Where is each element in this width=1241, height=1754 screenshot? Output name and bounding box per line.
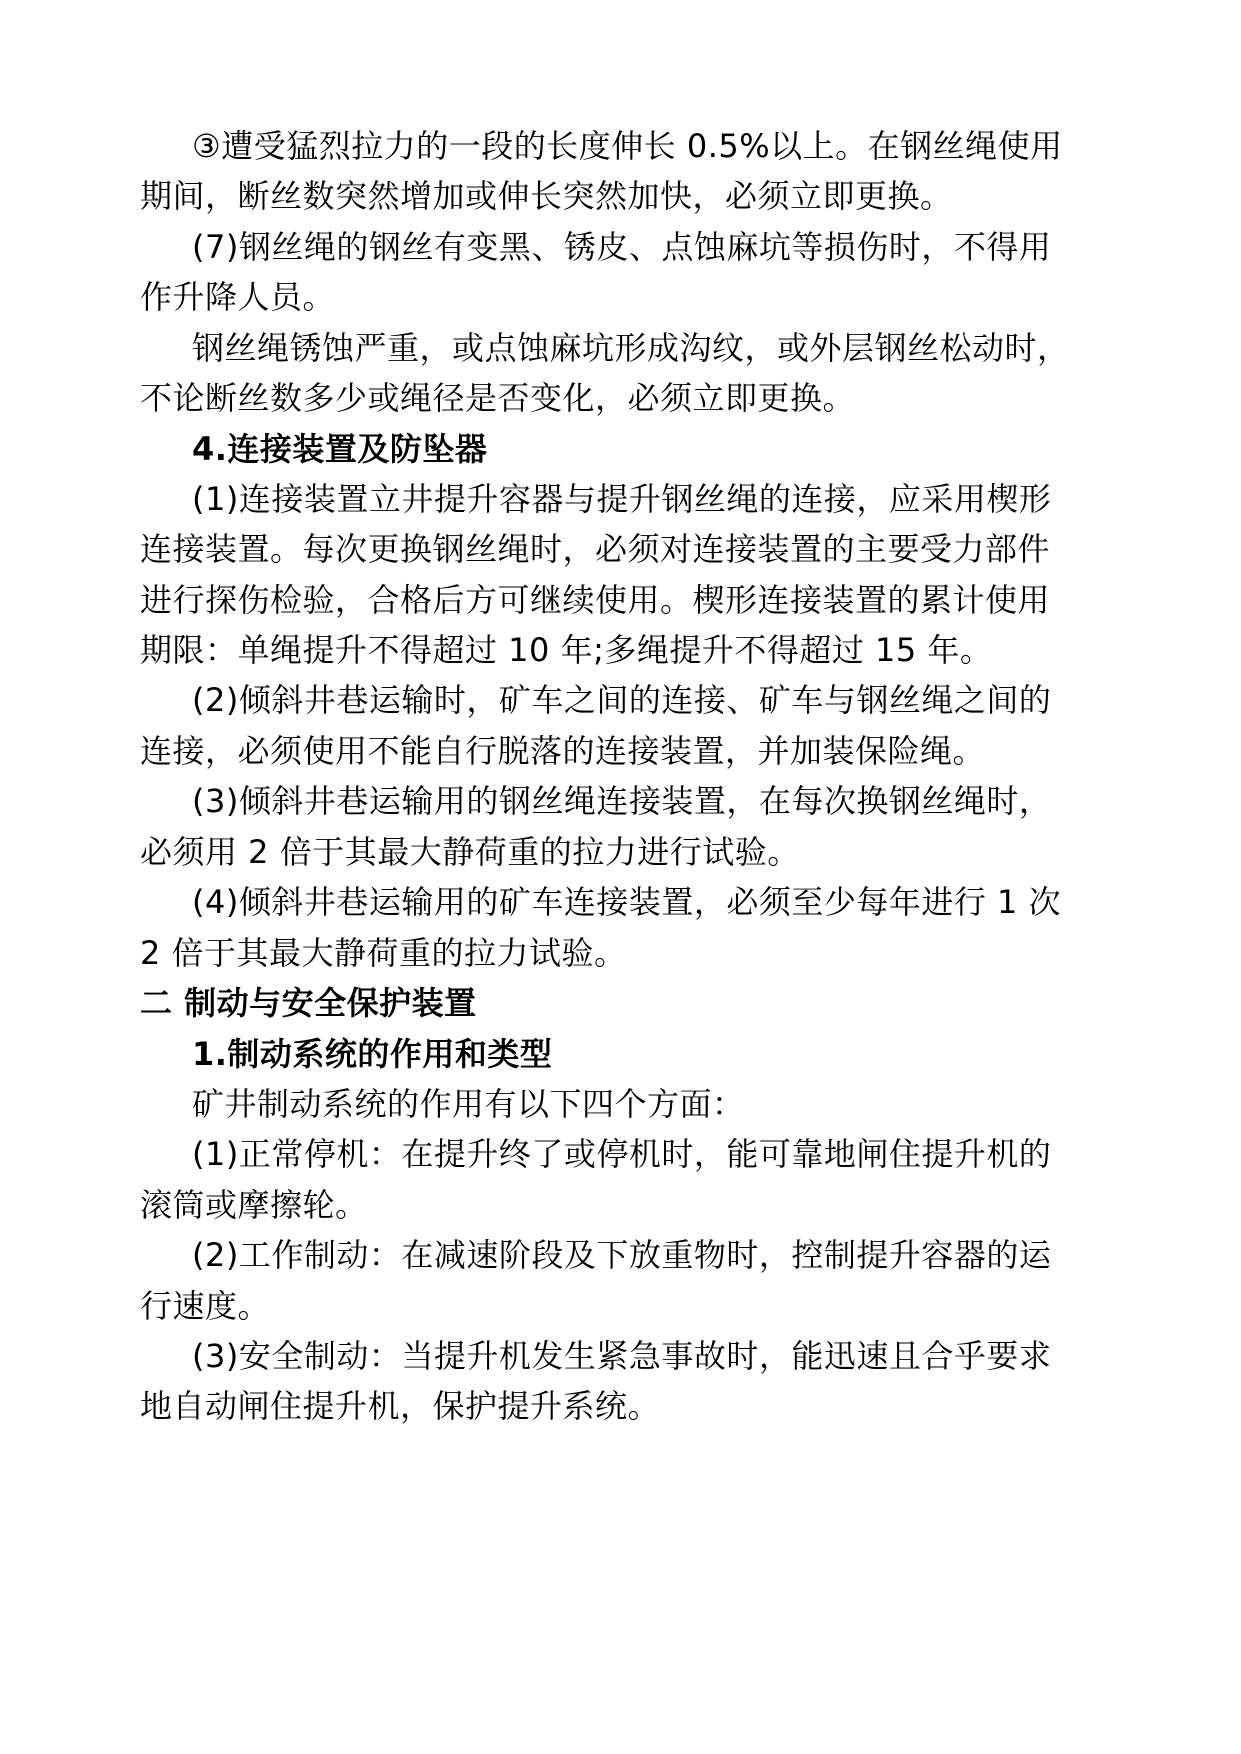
text-line: 矿井制动系统的作用有以下四个方面： (192, 1085, 745, 1123)
text-line: 钢丝绳锈蚀严重，或点蚀麻坑形成沟纹，或外层钢丝松动时， (192, 329, 1070, 367)
text-line: 期间，断丝数突然增加或伸长突然加快，必须立即更换。 (140, 177, 953, 215)
text-line: 期限：单绳提升不得超过 10 年;多绳提升不得超过 15 年。 (140, 631, 993, 669)
section-heading: 4.连接装置及防坠器 (192, 430, 488, 468)
section-heading: 1.制动系统的作用和类型 (192, 1035, 553, 1073)
text-line: 不论断丝数多少或绳径是否变化，必须立即更换。 (140, 379, 856, 417)
text-line: (2)倾斜井巷运输时，矿车之间的连接、矿车与钢丝绳之间的 (192, 681, 1052, 719)
text-line: 行速度。 (140, 1287, 271, 1325)
text-line: (1)正常停机：在提升终了或停机时，能可靠地闸住提升机的 (192, 1135, 1052, 1173)
text-line: 连接，必须使用不能自行脱落的连接装置，并加装保险绳。 (140, 732, 986, 770)
chapter-heading: 二 制动与安全保护装置 (140, 984, 477, 1022)
text-line: (2)工作制动：在减速阶段及下放重物时，控制提升容器的运 (192, 1236, 1052, 1274)
text-line: ③遭受猛烈拉力的一段的长度伸长 0.5%以上。在钢丝绳使用 (192, 127, 1063, 165)
text-line: 作升降人员。 (140, 278, 336, 316)
text-line: 滚筒或摩擦轮。 (140, 1186, 368, 1224)
text-line: (4)倾斜井巷运输用的矿车连接装置，必须至少每年进行 1 次 (192, 883, 1062, 921)
text-line: (1)连接装置立井提升容器与提升钢丝绳的连接，应采用楔形 (192, 480, 1052, 518)
text-line: (3)安全制动：当提升机发生紧急事故时，能迅速且合乎要求 (192, 1337, 1052, 1375)
text-line: (7)钢丝绳的钢丝有变黑、锈皮、点蚀麻坑等损伤时，不得用 (192, 228, 1052, 266)
text-line: (3)倾斜井巷运输用的钢丝绳连接装置，在每次换钢丝绳时， (192, 782, 1052, 820)
text-line: 地自动闸住提升机，保护提升系统。 (140, 1387, 661, 1425)
text-line: 2 倍于其最大静荷重的拉力试验。 (140, 934, 627, 972)
text-line: 进行探伤检验，合格后方可继续使用。楔形连接装置的累计使用 (140, 581, 1051, 619)
text-line: 必须用 2 倍于其最大静荷重的拉力进行试验。 (140, 833, 800, 871)
text-line: 连接装置。每次更换钢丝绳时，必须对连接装置的主要受力部件 (140, 530, 1051, 568)
